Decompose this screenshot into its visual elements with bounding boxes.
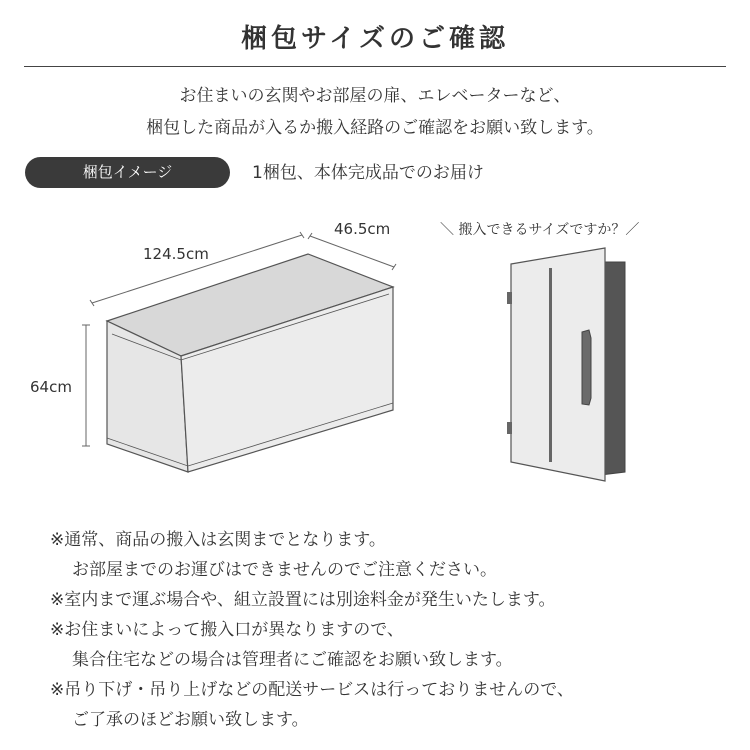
door-caption: ＼ 搬入できるサイズですか？／ xyxy=(440,222,640,238)
page-title: 梱包サイズのご確認 xyxy=(241,24,509,54)
package-box xyxy=(107,254,393,472)
package-illustration xyxy=(0,200,750,500)
note-line: 集合住宅などの場合は管理者にご確認をお願い致します。 xyxy=(72,650,513,670)
package-image-badge: 梱包イメージ xyxy=(25,157,230,188)
note-line: ※吊り下げ・吊り上げなどの配送サービスは行っておりませんので、 xyxy=(50,680,574,700)
note-line: ※お住まいによって搬入口が異なりますので、 xyxy=(50,620,404,640)
door-hinge-icon xyxy=(507,422,512,434)
title-divider xyxy=(24,66,726,67)
note-line: ご了承のほどお願い致します。 xyxy=(72,710,309,730)
door-illustration xyxy=(507,248,625,481)
intro-text xyxy=(0,80,750,144)
intro-line: お住まいの玄関やお部屋の扉、エレベーターなど、 xyxy=(179,86,571,106)
door-handle-icon xyxy=(582,330,591,405)
note-line: ※室内まで運ぶ場合や、組立設置には別途料金が発生いたします。 xyxy=(50,590,556,610)
package-note: 1梱包、本体完成品でのお届け xyxy=(252,163,484,183)
note-line: お部屋までのお運びはできませんのでご注意ください。 xyxy=(72,560,497,580)
notes-list xyxy=(50,525,574,735)
note-line: ※通常、商品の搬入は玄関までとなります。 xyxy=(50,530,386,550)
height-label: 64cm xyxy=(30,378,72,396)
door-hinge-icon xyxy=(507,292,512,304)
width-label: 124.5cm xyxy=(143,245,209,263)
intro-line: 梱包した商品が入るか搬入経路のご確認をお願い致します。 xyxy=(146,118,604,138)
door-groove xyxy=(549,268,552,462)
depth-label: 46.5cm xyxy=(334,220,391,238)
